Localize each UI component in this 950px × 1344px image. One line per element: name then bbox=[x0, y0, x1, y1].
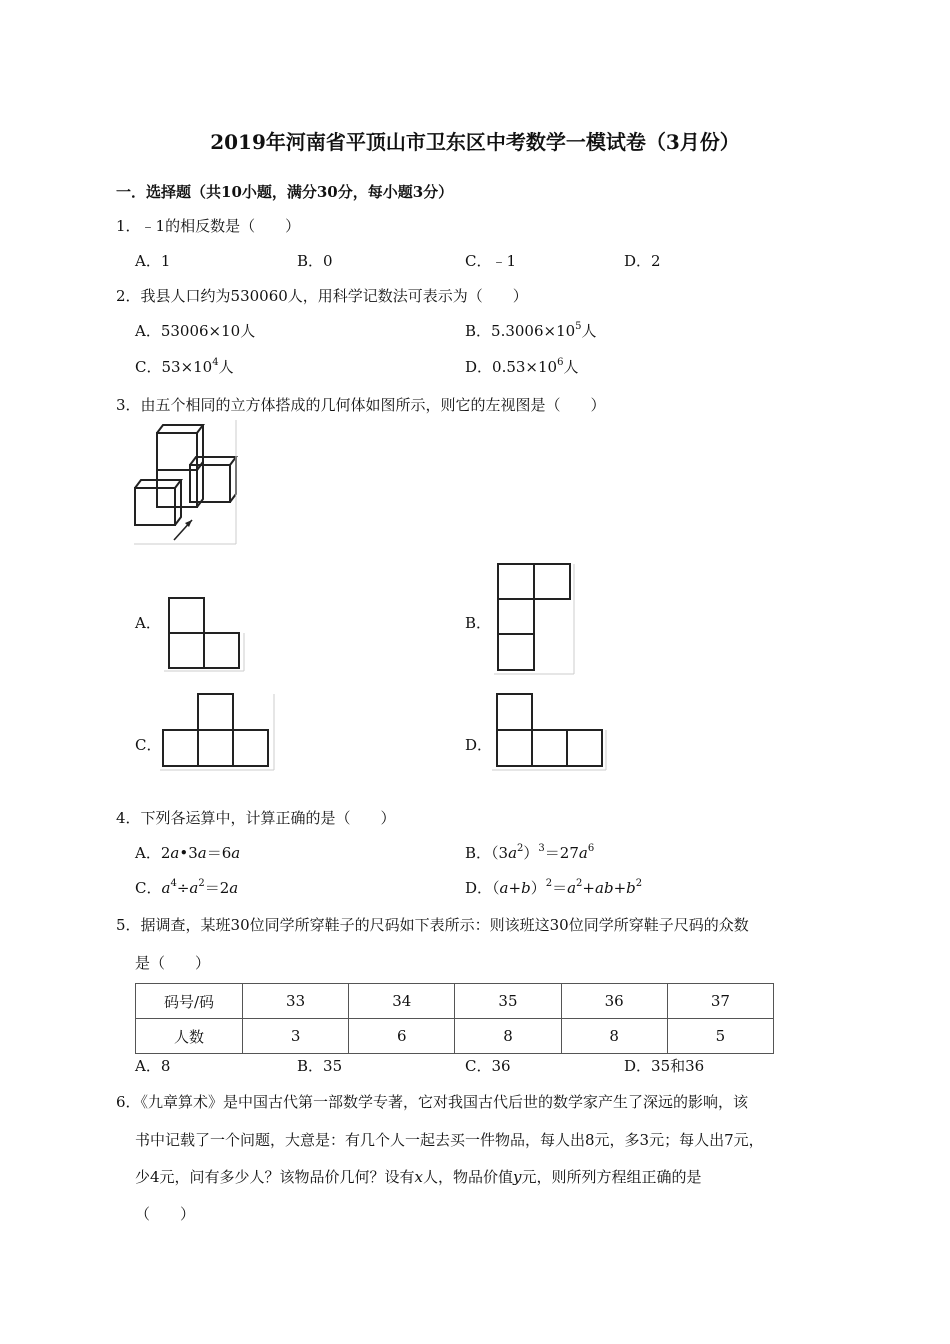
table-cell: 8 bbox=[561, 1019, 667, 1054]
q3-option-d[interactable]: D． bbox=[465, 736, 493, 754]
q3-option-b-figure[interactable] bbox=[492, 560, 578, 676]
table-cell: 6 bbox=[349, 1019, 455, 1054]
q1-option-a[interactable]: A．1 bbox=[135, 252, 171, 270]
q1-option-b[interactable]: B．0 bbox=[297, 252, 333, 270]
q2-option-d[interactable]: D．$0.53\times 10^6$人 bbox=[465, 357, 579, 376]
q3-option-c-figure[interactable] bbox=[158, 690, 278, 774]
q3-option-a[interactable]: A． bbox=[135, 614, 161, 632]
q3-option-b[interactable]: B． bbox=[465, 614, 492, 632]
table-cell: 35 bbox=[455, 984, 561, 1019]
q1-option-c[interactable]: C．﹣1 bbox=[465, 252, 517, 270]
table-row bbox=[136, 1019, 774, 1054]
q5-option-b[interactable]: B．35 bbox=[297, 1057, 343, 1075]
q1-stem: 1．﹣1的相反数是（ ） bbox=[116, 217, 301, 235]
table-cell: 人数 bbox=[136, 1019, 243, 1054]
page-title: 2019年河南省平顶山市卫东区中考数学一模试卷（3月份） bbox=[210, 130, 740, 154]
table-cell: 36 bbox=[561, 984, 667, 1019]
table-cell: 33 bbox=[243, 984, 349, 1019]
q6-stem-line4: （ ） bbox=[135, 1205, 196, 1223]
q4-option-b[interactable]: B．$(3a^2)^3=27a^6$ bbox=[465, 843, 595, 862]
table-cell: 3 bbox=[243, 1019, 349, 1054]
q3-option-a-figure[interactable] bbox=[160, 593, 248, 673]
table-cell: 8 bbox=[455, 1019, 561, 1054]
q4-option-d[interactable]: D．$(a+b)^2=a^2+ab+b^2$ bbox=[465, 878, 643, 897]
q2-option-a[interactable]: A．53006×10人 bbox=[135, 322, 256, 340]
table-cell: 5 bbox=[667, 1019, 773, 1054]
q4-option-c[interactable]: C．$a^4\div a^2=2a$ bbox=[135, 878, 239, 897]
section-heading: 一．选择题（共10小题，满分30分，每小题3分） bbox=[116, 183, 454, 201]
shoe-size-table bbox=[135, 983, 774, 1054]
q3-option-d-figure[interactable] bbox=[490, 690, 610, 774]
q6-stem-line1: 6．《九章算术》是中国古代第一部数学专著，它对我国古代后世的数学家产生了深远的影响，该 bbox=[116, 1093, 749, 1111]
table-cell: 码号/码 bbox=[136, 984, 243, 1019]
q5-option-c[interactable]: C．36 bbox=[465, 1057, 511, 1075]
q3-stem: 3．由五个相同的立方体搭成的几何体如图所示，则它的左视图是（ ） bbox=[116, 396, 606, 414]
table-cell: 37 bbox=[667, 984, 773, 1019]
q4-stem: 4．下列各运算中，计算正确的是（ ） bbox=[116, 809, 396, 827]
q6-stem-line3: 少4元，问有多少人？该物品价几何？设有x人，物品价值y元，则所列方程组正确的是 bbox=[135, 1168, 702, 1186]
q3-solid-figure bbox=[130, 420, 242, 548]
q5-stem-line2: 是（ ） bbox=[135, 954, 211, 972]
q2-option-b[interactable]: B．$5.3006\times 10^5$人 bbox=[465, 321, 597, 340]
q5-option-a[interactable]: A．8 bbox=[135, 1057, 171, 1075]
q2-stem: 2．我县人口约为530060人，用科学记数法可表示为（ ） bbox=[116, 287, 528, 305]
q4-option-a[interactable]: A．2a•3a＝6a bbox=[135, 844, 241, 862]
q6-stem-line2: 书中记载了一个问题，大意是：有几个人一起去买一件物品，每人出8元，多3元；每人出7元， bbox=[135, 1131, 764, 1149]
q2-option-c[interactable]: C．$53\times 10^4$人 bbox=[135, 357, 234, 376]
q3-option-c[interactable]: C． bbox=[135, 736, 162, 754]
q5-stem-line1: 5．据调查，某班30位同学所穿鞋子的尺码如下表所示：则该班这30位同学所穿鞋子尺码的众数 bbox=[116, 916, 749, 934]
q1-option-d[interactable]: D．2 bbox=[624, 252, 661, 270]
q5-option-d[interactable]: D．35和36 bbox=[624, 1057, 705, 1075]
table-cell: 34 bbox=[349, 984, 455, 1019]
table-row bbox=[136, 984, 774, 1019]
